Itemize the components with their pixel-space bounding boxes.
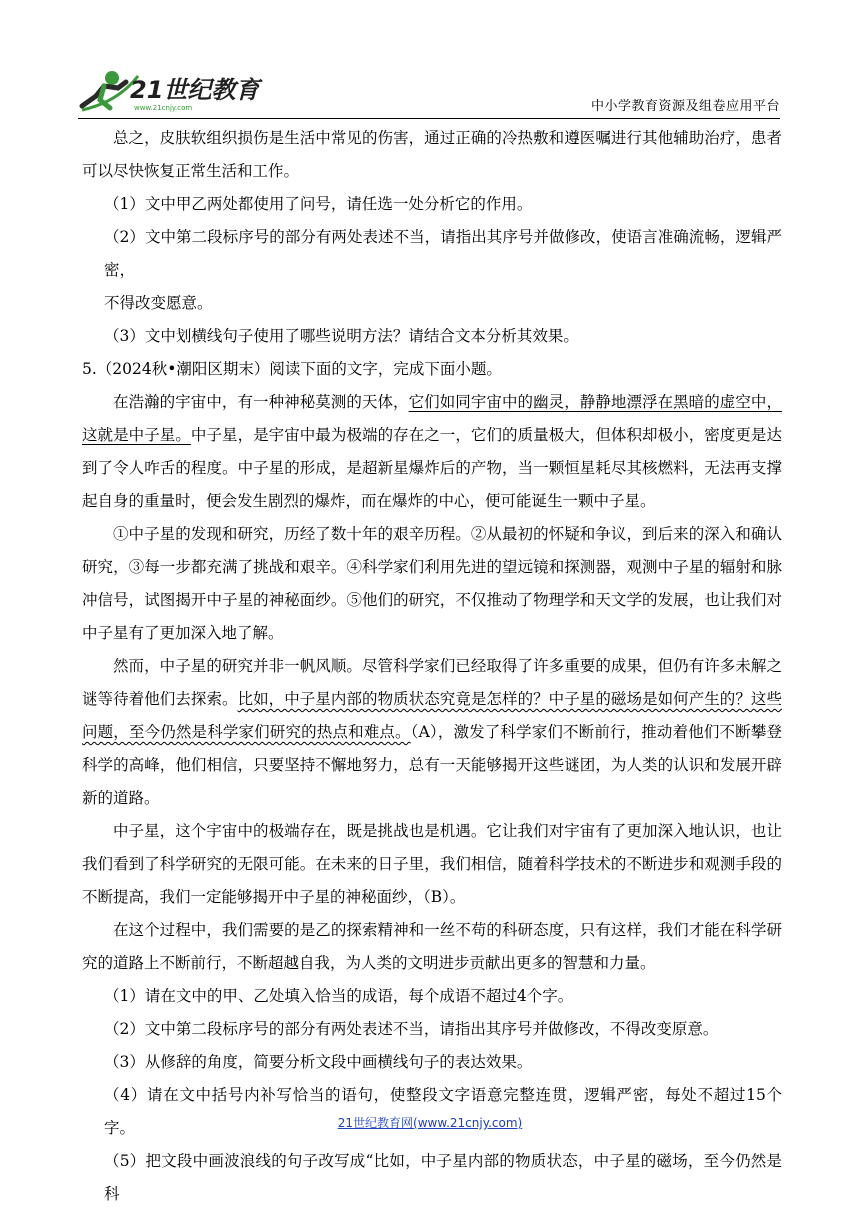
logo-url: www.21cnjy.com bbox=[134, 104, 193, 112]
question-5-2: （2）文中第二段标序号的部分有两处表述不当，请指出其序号并做修改，不得改变原意。 bbox=[104, 1020, 719, 1038]
p1-text-b: 中子星，是宇宙中最为极端的存在之一，它们的质量极大，但体积却极小，密度更是达到了令人咋舌的程度。中子星的形成，是超新星爆炸后的产物，当一颗恒星耗尽其核燃料，无法再支撑起自身的重量时，便会发生剧烈的爆炸，而在爆炸的中心，便可能诞生一颗中子星。 bbox=[82, 426, 782, 510]
prev-question-3: （3）文中划横线句子使用了哪些说明方法？请结合文本分析其效果。 bbox=[104, 327, 579, 345]
wavy-underlined-sentence: 比如，中子星内部的物质状态究竟是怎样的？中子星的磁场是如何产生的？这些问题，至今仍然是科学家们研究的热点和难点。 bbox=[82, 690, 782, 741]
footer-link[interactable]: 21世纪教育网(www.21cnjy.com) bbox=[337, 1116, 523, 1130]
passage-paragraph-5: 在这个过程中，我们需要的是乙的探索精神和一丝不苟的科研态度，只有这样，我们才能在科学研究的道路上不断前行，不断超越自我，为人类的文明进步贡献出更多的智慧和力量。 bbox=[82, 921, 782, 972]
question-5-4: （4）请在文中括号内补写恰当的语句，使整段文字语意完整连贯，逻辑严密，每处不超过15个字。 bbox=[104, 1086, 782, 1137]
prev-question-2-cont: 不得改变愿意。 bbox=[104, 294, 213, 312]
question-5-title: 5.（2024秋•潮阳区期末）阅读下面的文字，完成下面小题。 bbox=[82, 360, 502, 378]
logo bbox=[78, 66, 278, 114]
document-body bbox=[82, 122, 782, 1211]
platform-title: 中小学教育资源及组卷应用平台 bbox=[590, 99, 780, 114]
passage-paragraph-2: ①中子星的发现和研究，历经了数十年的艰辛历程。②从最初的怀疑和争议，到后来的深入和确认研究，③每一步都充满了挑战和艰辛。④科学家们利用先进的望远镜和探测器，观测中子星的辐射和脉冲信号，试图揭开中子星的神秘面纱。⑤他们的研究，不仅推动了物理学和天文学的发展，也让我们对中子星有了更加深入地了解。 bbox=[82, 525, 782, 642]
prev-question-2: （2）文中第二段标序号的部分有两处表述不当，请指出其序号并做修改，使语言准确流畅，逻辑严密， bbox=[104, 228, 782, 279]
prev-question-1: （1）文中甲乙两处都使用了问号，请任选一处分析它的作用。 bbox=[104, 195, 533, 213]
page-header bbox=[78, 62, 780, 119]
passage-paragraph-1 bbox=[82, 386, 782, 518]
logo-text: 21世纪教育 bbox=[130, 76, 260, 104]
runner-logo-icon bbox=[78, 66, 278, 114]
underlined-sentence: 它们如同宇宙中的幽灵，静静地漂浮在黑暗的虚空中，这就是中子星。 bbox=[82, 393, 782, 444]
question-5-1: （1）请在文中的甲、乙处填入恰当的成语，每个成语不超过4个字。 bbox=[104, 987, 574, 1005]
p3-text-b: （A），激发了科学家们不断前行，推动着他们不断攀登科学的高峰，他们相信，只要坚持不懈地努力，总有一天能够揭开这些谜团，为人类的认识和发展开辟新的道路。 bbox=[82, 723, 782, 807]
page-footer bbox=[0, 1114, 860, 1131]
question-5-5: （5）把文段中画波浪线的句子改写成“比如，中子星内部的物质状态，中子星的磁场，至今仍然是科 bbox=[104, 1152, 782, 1203]
passage-paragraph-3 bbox=[82, 650, 782, 815]
p3-text-a: 然而，中子星的研究并非一帆风顺。尽管科学家们已经取得了许多重要的成果，但仍有许多未解之谜等待着他们去探索。 bbox=[82, 657, 782, 708]
p1-text-a: 在浩瀚的宇宙中，有一种神秘莫测的天体， bbox=[113, 393, 409, 411]
passage-paragraph-4: 中子星，这个宇宙中的极端存在，既是挑战也是机遇。它让我们对宇宙有了更加深入地认识，也让我们看到了科学研究的无限可能。在未来的日子里，我们相信，随着科学技术的不断进步和观测手段的不断提高，我们一定能够揭开中子星的神秘面纱，（B）。 bbox=[82, 822, 782, 906]
prev-summary: 总之，皮肤软组织损伤是生活中常见的伤害，通过正确的冷热敷和遵医嘱进行其他辅助治疗，患者可以尽快恢复正常生活和工作。 bbox=[82, 129, 782, 180]
question-5-3: （3）从修辞的角度，简要分析文段中画横线句子的表达效果。 bbox=[104, 1053, 533, 1071]
